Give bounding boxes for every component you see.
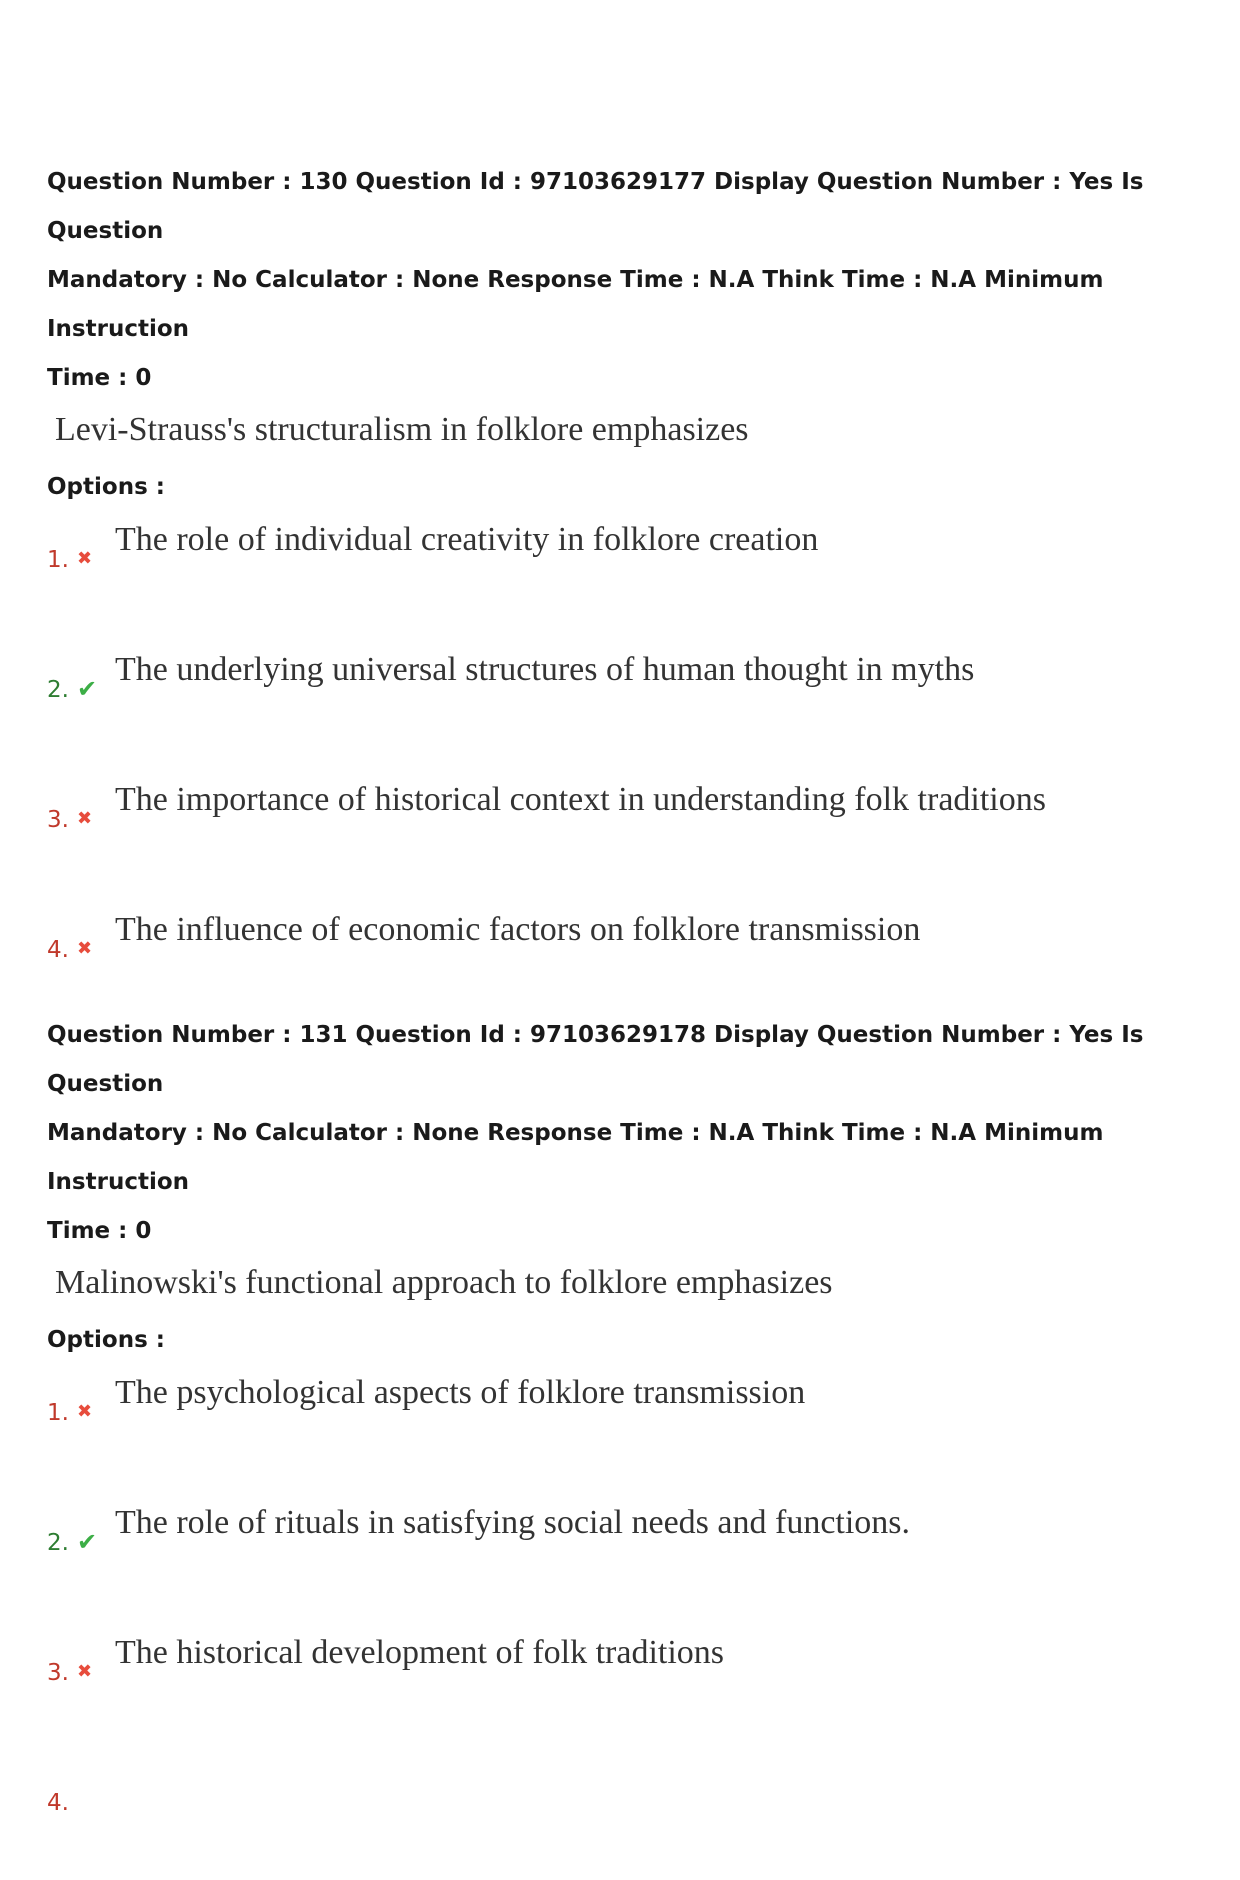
question-block-130 [47,158,1207,1027]
option-3 [47,1620,1207,1750]
question-block-131 [47,1011,1207,1880]
option-number: 3. [47,807,69,833]
wrong-mark-icon: ✖ [77,938,93,959]
option-2 [47,1490,1207,1620]
question-meta: Question Number : 130 Question Id : 97103629177 Display Question Number : Yes Is Question Mandatory : No Calculator : None Response Time : N.A Think Time : N.A Minimum Instruction Time : 0 [47,169,1144,391]
option-text: The historical development of folk traditions [115,1634,725,1671]
option-number: 4. [47,1790,69,1816]
wrong-mark-icon: ✖ [77,1401,93,1422]
correct-check-icon: ✔ [77,1528,98,1556]
question-stem: Malinowski's functional approach to folklore emphasizes [55,1264,833,1301]
option-number: 2. [47,677,69,703]
option-text: The psychological aspects of folklore transmission [115,1374,806,1411]
option-number: 3. [47,1660,69,1686]
option-text: The underlying universal structures of human thought in myths [115,651,975,688]
wrong-mark-icon: ✖ [77,808,93,829]
option-text: The role of rituals in satisfying social needs and functions. [115,1504,911,1541]
option-1 [47,1360,1207,1490]
option-number: 1. [47,1400,69,1426]
correct-check-icon: ✔ [77,675,98,703]
options-label: Options : [47,474,165,500]
option-text: The role of individual creativity in folklore creation [115,521,819,558]
question-meta: Question Number : 131 Question Id : 97103629178 Display Question Number : Yes Is Question Mandatory : No Calculator : None Response Time : N.A Think Time : N.A Minimum Instruction Time : 0 [47,1022,1144,1244]
option-number: 4. [47,937,69,963]
wrong-mark-icon: ✖ [77,1661,93,1682]
option-text: The importance of historical context in understanding folk traditions [115,781,1046,818]
option-4 [47,897,1207,1027]
option-2 [47,637,1207,767]
option-text: The influence of economic factors on folklore transmission [115,911,921,948]
option-3 [47,767,1207,897]
options-label: Options : [47,1327,165,1353]
wrong-mark-icon: ✖ [77,548,93,569]
question-stem: Levi-Strauss's structuralism in folklore emphasizes [55,411,749,448]
option-number: 2. [47,1530,69,1556]
option-number: 1. [47,547,69,573]
option-1 [47,507,1207,637]
option-4 [47,1750,1207,1880]
